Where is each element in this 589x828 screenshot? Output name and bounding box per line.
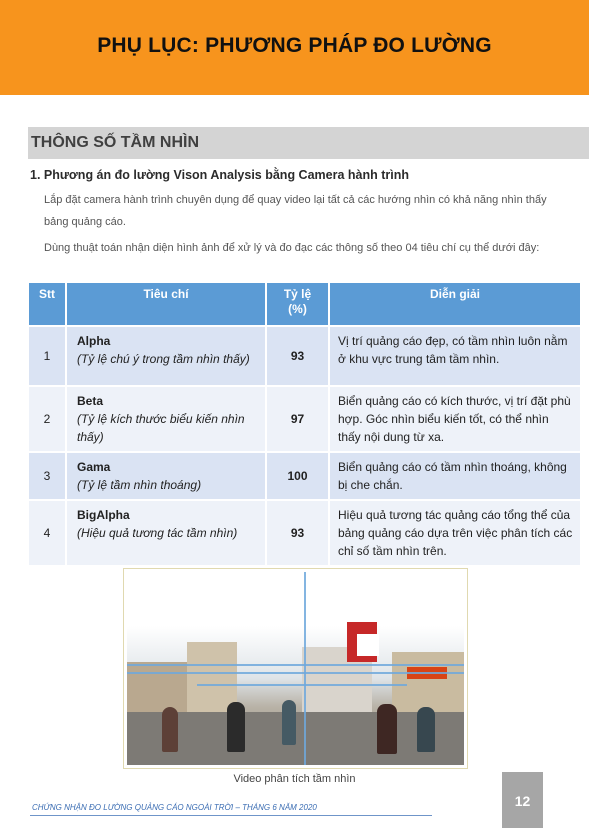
row-description: Biển quảng cáo có tầm nhìn thoáng, không bị che chắn. <box>329 452 580 500</box>
rider <box>227 702 245 752</box>
page-title: PHỤ LỤC: PHƯƠNG PHÁP ĐO LƯỜNG <box>97 34 492 57</box>
col-header-criteria: Tiêu chí <box>66 283 266 326</box>
row-criteria <box>66 452 266 500</box>
row-stt: 2 <box>29 386 66 452</box>
footer-rule <box>30 815 432 816</box>
criteria-name: Gama <box>77 460 111 474</box>
row-percent: 93 <box>266 500 329 565</box>
table-row <box>29 452 580 500</box>
criteria-subtitle: (Tỷ lệ tầm nhìn thoáng) <box>77 478 202 492</box>
criteria-name: Beta <box>77 394 104 408</box>
row-description: Hiệu quả tương tác quảng cáo tổng thể của bảng quảng cáo dựa trên việc phân tích các chỉ số tầm nhìn trên. <box>329 500 580 565</box>
footer-text: CHỨNG NHẬN ĐO LƯỜNG QUẢNG CÁO NGOÀI TRỜI – THÁNG 6 NĂM 2020 <box>32 803 317 812</box>
row-criteria <box>66 326 266 386</box>
paragraph-2: Dùng thuật toán nhận diện hình ảnh để xử lý và đo đạc các thông số theo 04 tiêu chí cụ thể dưới đây: <box>44 242 540 254</box>
row-description: Biển quảng cáo có kích thước, vị trí đặt phù hợp. Góc nhìn biểu kiến tốt, có thể nhìn thấy nội dung từ xa. <box>329 386 580 452</box>
row-criteria <box>66 386 266 452</box>
rider <box>417 707 435 752</box>
rider <box>282 700 296 745</box>
rider <box>162 707 178 752</box>
table-row <box>29 386 580 452</box>
row-criteria <box>66 500 266 565</box>
col-header-description: Diễn giải <box>329 283 580 326</box>
table-header-row <box>29 283 580 326</box>
grid-line-horizontal <box>127 672 464 674</box>
criteria-table <box>29 283 580 565</box>
criteria-name: BigAlpha <box>77 508 130 522</box>
criteria-subtitle: (Tỷ lệ chú ý trong tầm nhìn thấy) <box>77 352 250 366</box>
row-description: Vị trí quảng cáo đẹp, có tầm nhìn luôn nằm ở khu vực trung tâm tầm nhìn. <box>329 326 580 386</box>
building-right <box>392 652 464 712</box>
criteria-subtitle: (Tỷ lệ kích thước biểu kiến nhìn thấy) <box>77 412 245 444</box>
section-title: THÔNG SỐ TẦM NHÌN <box>31 134 199 151</box>
row-stt: 1 <box>29 326 66 386</box>
col-header-percent: Tỷ lệ (%) <box>266 283 329 326</box>
row-stt: 4 <box>29 500 66 565</box>
row-stt: 3 <box>29 452 66 500</box>
subsection-heading: 1. Phương án đo lường Vison Analysis bằng Camera hành trình <box>30 168 409 182</box>
grid-line-vertical <box>304 572 306 765</box>
table-row <box>29 500 580 565</box>
criteria-name: Alpha <box>77 334 111 348</box>
row-percent: 97 <box>266 386 329 452</box>
page-number: 12 <box>514 793 531 809</box>
col-header-stt: Stt <box>29 283 66 326</box>
grid-line-horizontal <box>197 684 407 686</box>
table-row <box>29 326 580 386</box>
grid-line-horizontal <box>127 664 464 666</box>
street-photo <box>127 572 464 765</box>
paragraph-1: Lắp đặt camera hành trình chuyên dụng để quay video lại tất cả các hướng nhìn có khả năng nhìn thấy bảng quảng cáo. <box>44 194 547 228</box>
row-percent: 93 <box>266 326 329 386</box>
row-percent: 100 <box>266 452 329 500</box>
billboard-panel <box>357 634 379 656</box>
criteria-subtitle: (Hiệu quả tương tác tầm nhìn) <box>77 526 238 540</box>
street-photo-frame <box>123 568 468 769</box>
rider <box>377 704 397 754</box>
figure-caption: Video phân tích tầm nhìn <box>233 773 356 785</box>
